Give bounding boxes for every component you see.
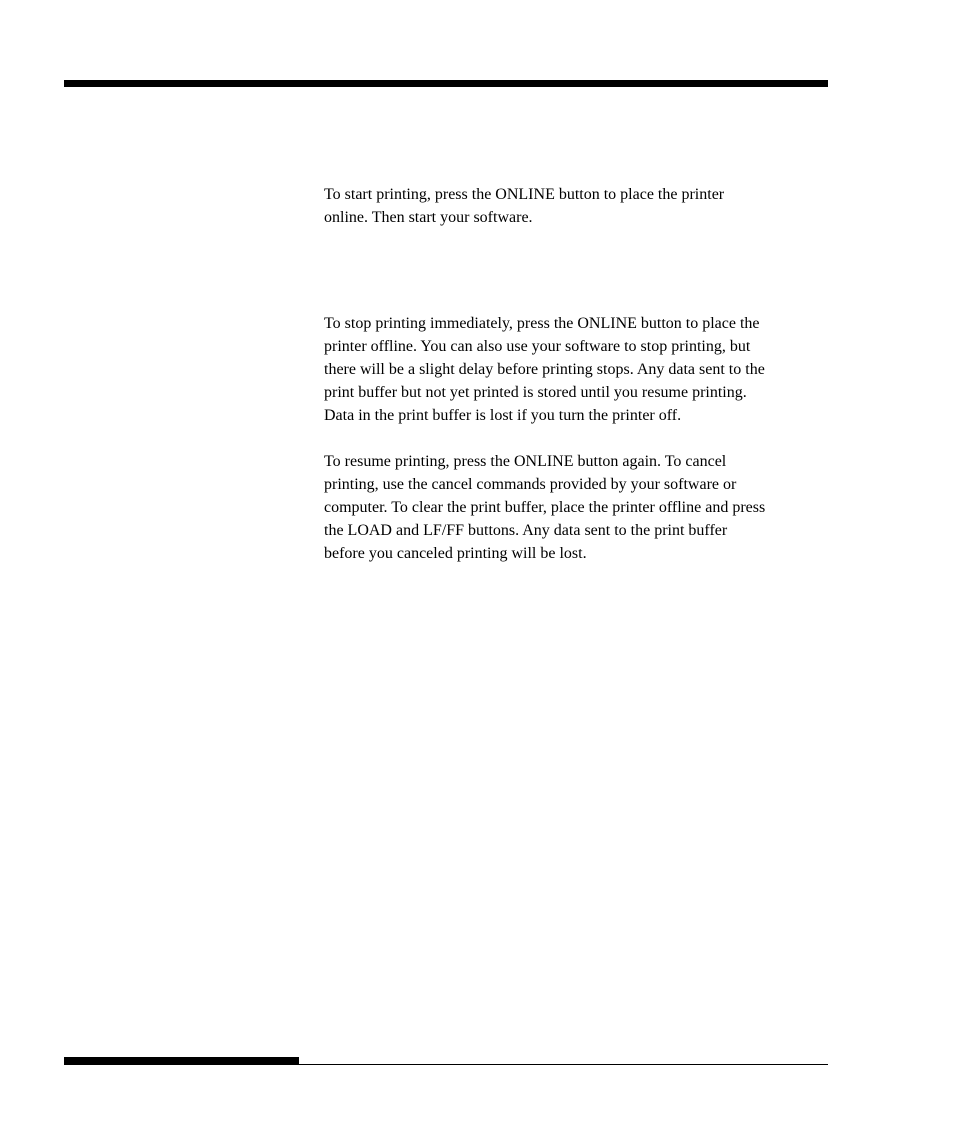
footer-rule-thick <box>64 1057 299 1065</box>
footer-rule-thin <box>299 1064 828 1065</box>
paragraph-start-printing: To start printing, press the ONLINE button to place the printer online. Then start your software. <box>324 186 725 226</box>
paragraph-stop-printing: To stop printing immediately, press the ONLINE button to place the printer offline. You can also use your software to stop printing, but there will be a slight delay before printing stops. Any data sent to the print buffer but not yet printed is stored until you resume printing. Data in the print buffer is lost if you turn the printer off. <box>324 315 765 424</box>
paragraph-resume-printing: To resume printing, press the ONLINE button again. To cancel printing, use the cancel commands provided by your software or computer. To clear the print buffer, place the printer offline and press the LOAD and LF/FF buttons. Any data sent to the print buffer before you canceled printing will be lost. <box>324 453 766 562</box>
header-rule <box>64 80 828 87</box>
